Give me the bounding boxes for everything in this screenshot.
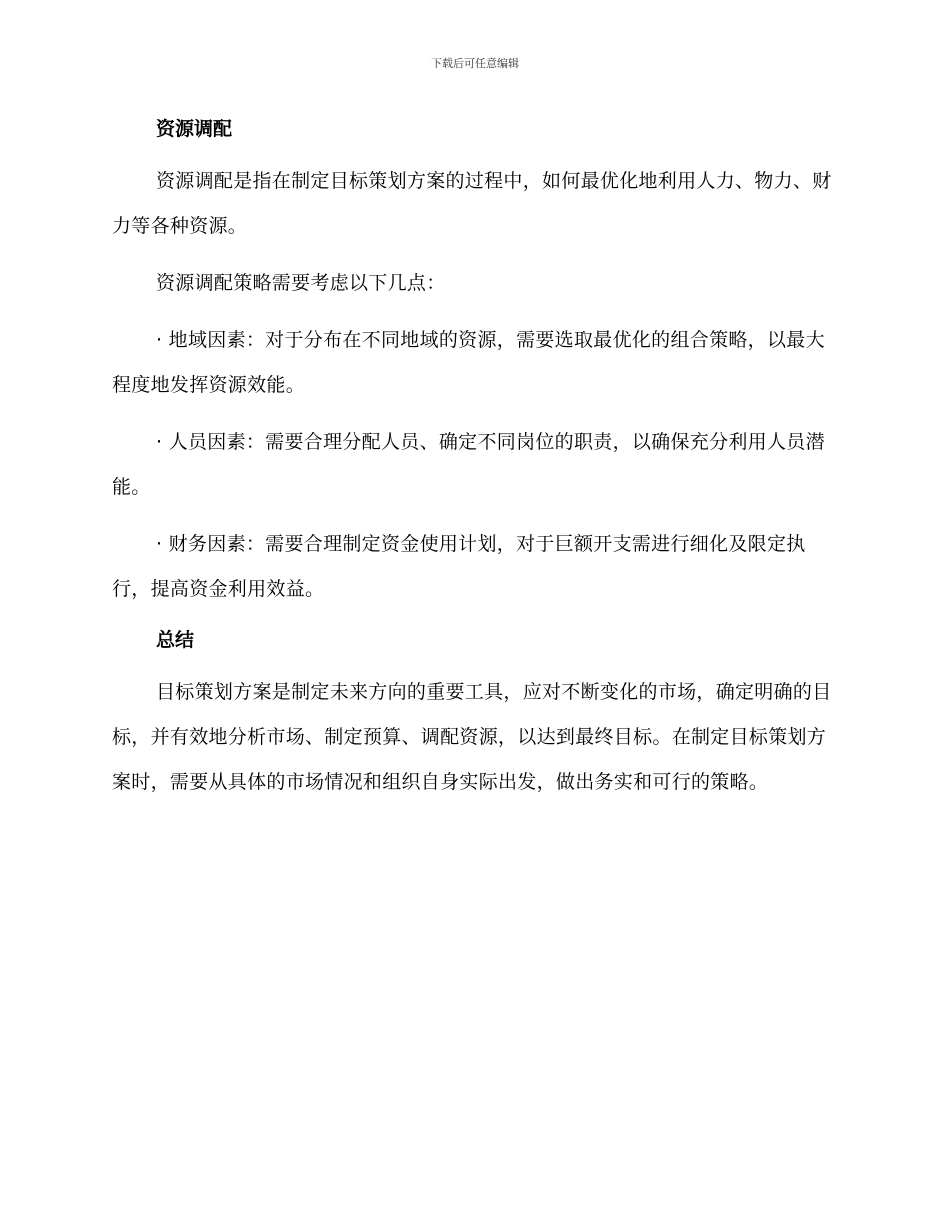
paragraph: 目标策划方案是制定未来方向的重要工具，应对不断变化的市场，确定明确的目标，并有效地分析市场、制定预算、调配资源，以达到最终目标。在制定目标策划方案时，需要从具体的市场情况和组织自身实际出发，做出务实和可行的策略。: [112, 681, 832, 793]
document-body: [112, 113, 832, 805]
section-summary: [112, 624, 832, 805]
bullet-paragraph-region: · 地域因素：对于分布在不同地域的资源，需要选取最优化的组合策略，以最大程度地发挥资源效能。: [112, 329, 825, 396]
page-header-note: 下载后可任意编辑: [431, 57, 519, 70]
bullet-paragraph-personnel: · 人员因素：需要合理分配人员、确定不同岗位的职责，以确保充分利用人员潜能。: [112, 431, 825, 498]
section-heading: 总结: [156, 629, 195, 651]
section-resource-allocation: [112, 113, 832, 612]
paragraph: 资源调配策略需要考虑以下几点：: [156, 272, 446, 294]
section-heading: 资源调配: [156, 118, 233, 140]
paragraph: 资源调配是指在制定目标策划方案的过程中，如何最优化地利用人力、物力、财力等各种资源。: [112, 170, 832, 237]
bullet-paragraph-finance: · 财务因素：需要合理制定资金使用计划，对于巨额开支需进行细化及限定执行，提高资金利用效益。: [112, 533, 806, 600]
